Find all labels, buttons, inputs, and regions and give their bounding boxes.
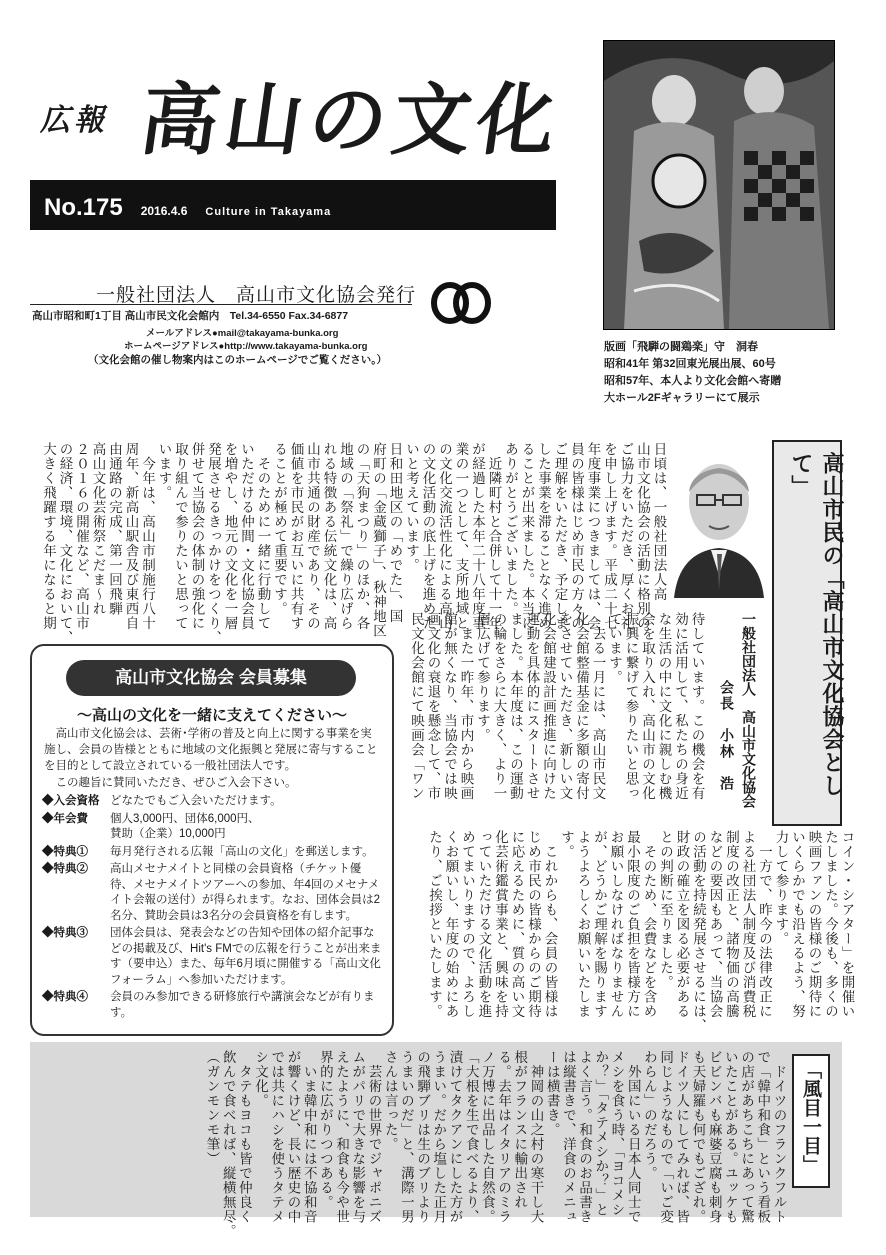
text-column: たしました。今後も、多くの — [822, 830, 838, 1019]
text-column: いま韓中和には不協和音 — [300, 1050, 317, 1224]
text-column: 日和田地区の「めでた」、国 — [386, 442, 403, 624]
text-column: ることが極めて重要です。 — [271, 442, 287, 616]
recruit-title: 高山市文化協会 会員募集 — [66, 660, 356, 696]
recruit-item-text: 毎月発行される広報「高山の文化」を郵送します。 — [110, 845, 374, 858]
text-column: ビビンバも麻婆豆腐も刺身 — [705, 1050, 722, 1224]
text-column: 員の皆様はじめ市民の方々の — [568, 442, 584, 631]
text-column: な生活の中に文化に親しむ機 — [655, 612, 672, 801]
text-column: そのために一緒に行動して — [254, 442, 271, 631]
text-column: いたことがある。ユッケも — [721, 1050, 738, 1224]
text-column: 会を取り入れ、高山市の文化 — [639, 612, 655, 801]
recruit-item-label: ◆特典② — [42, 863, 88, 875]
association-logo-icon — [428, 280, 494, 326]
publisher-line: 一般社団法人 高山市文化協会発行 — [96, 284, 417, 306]
greeting-org: 一般社団法人 高山市文化協会 — [740, 612, 756, 808]
text-column: 最小限度のご負担を皆様方に — [624, 830, 640, 1019]
recruit-item-label: ◆特典④ — [42, 991, 88, 1003]
text-column: 大きく飛躍する年になると期 — [40, 442, 56, 631]
text-column: たり、ご挨拶といたします。 — [426, 830, 442, 1019]
text-column: 価値を市民がお互いに共有す — [287, 442, 304, 631]
recruit-box — [30, 644, 394, 1036]
column-heading: 「風目一目」 — [800, 1060, 822, 1174]
text-column: ました。本年度は、この運動 — [507, 612, 523, 801]
text-column: が、どうかご理解を賜ります — [591, 830, 607, 1019]
text-column: に応えるために、質の高い文 — [508, 830, 525, 1019]
recruit-call: この趣旨に賛同いただき、ぜひご入会下さい。 — [44, 777, 297, 789]
greeting-president: 会長 小林 浩 — [718, 680, 734, 792]
text-column: えたように、和食も今や世 — [333, 1050, 350, 1224]
issue-subtitle: Culture in Takayama — [205, 206, 332, 218]
text-column: 飲んで食べれば、縦横無尽。 — [219, 1050, 236, 1239]
masthead-kouhou: 広報 — [40, 103, 108, 138]
text-column: ドイツのフランクフルト — [770, 1050, 787, 1224]
text-column: 民文化会館にて映画会「ワン — [408, 612, 424, 801]
text-column: ようよろしくお願いいたしま — [574, 830, 591, 1019]
recruit-item-text: どなたでもご入会いただけます。 — [110, 795, 282, 807]
text-column: の飛騨ブリは生のブリより — [414, 1050, 431, 1224]
text-column: 業の一つとして、支所地域と — [452, 442, 469, 631]
text-column: いくらかでも沿えるよう、努 — [789, 830, 805, 1019]
text-column: ありがとうございました。 — [502, 442, 518, 616]
text-column: れる特徴ある伝統文化は、高 — [320, 442, 337, 631]
text-column: これからも、会員の皆様は — [541, 830, 558, 1019]
cover-caption-4: 大ホール2Fギャラリーにて展示 — [604, 392, 760, 404]
text-column: （ガンモンモ筆） — [203, 1050, 220, 1166]
text-column: いただける仲間・文化協会員 — [238, 442, 254, 631]
text-column: 発展させるきっかけをつくり、 — [205, 442, 221, 645]
text-column: 化芸術鑑賞事業と、興味を持 — [492, 830, 508, 1019]
text-column: 根がフランスに輸出され — [511, 1050, 528, 1210]
text-column: 漬けてタクアンにした方が — [446, 1050, 463, 1224]
text-column: の店があちこちにあって驚 — [738, 1050, 755, 1224]
recruit-item-text: 団体会員は、発表会などの告知や団体の紹介記事などの掲載及び、Hit's FMでの広報を行うことが出来ます（要申込）また、毎年6月頃に開催する「高山文化フォーラム」へ参加いただけます。 — [110, 927, 382, 986]
recruit-item-label: ◆入会資格 — [42, 795, 100, 807]
text-column: 同じようなもので「いご変 — [657, 1050, 674, 1224]
text-column: 待しています。この機会を有 — [688, 612, 705, 801]
text-column: 制度の改正と、諸物価の高騰 — [723, 830, 739, 1019]
text-column: うまいのだ」と、溝際一男 — [397, 1050, 414, 1224]
text-column: 併せて当協会の体制の強化に — [188, 442, 205, 631]
text-column: す。 — [558, 830, 574, 859]
text-column: 力して参ります。 — [772, 830, 789, 946]
publisher-note: （文化会館の催し物案内はこのホームページでご覧ください。） — [88, 354, 388, 366]
text-column: 財政の確立を図る必要がある — [673, 830, 690, 1019]
text-column: ドイツ人にしてみれば、皆 — [673, 1050, 690, 1224]
text-column: ノ万博に出品した自然食。 — [478, 1050, 495, 1224]
text-column: か？」「タテメシか？」と — [592, 1050, 609, 1218]
text-column: 層広げて参ります。 — [474, 612, 490, 743]
text-column: っていただける文化活動を進 — [475, 830, 492, 1019]
recruit-items — [42, 794, 384, 1023]
cover-print-image — [603, 40, 835, 330]
masthead-title: 高山の文化 — [134, 75, 568, 166]
text-column: ることが出来ました。本当に — [518, 442, 535, 631]
text-column: は縦書きで、洋食のメニュ — [559, 1050, 576, 1224]
text-column: シ文化。 — [252, 1050, 269, 1108]
text-column: を増やし、地元の文化を一層 — [221, 442, 238, 631]
greeting-heading: 高山市民の「高山市文化協会として」 — [788, 452, 845, 797]
text-column: くお願いし、年度の始めにあ — [442, 830, 459, 1019]
issue-number: No.175 — [44, 194, 123, 221]
text-column: ２０１６の開催など、高山市 — [73, 442, 89, 631]
recruit-item-label: ◆年会費 — [42, 812, 88, 825]
text-column: 去る一月には、高山市民文 — [589, 612, 606, 801]
text-column: 外国にいる日本人同士で — [624, 1050, 641, 1224]
text-column: 映画ファンの皆様のご期待に — [805, 830, 822, 1019]
text-column: をさせていただき、新しい文 — [556, 612, 573, 801]
text-column: 一方で、昨今の法律改正に — [756, 830, 772, 1019]
president-portrait — [669, 440, 769, 598]
publisher-homepage[interactable]: ホームページアドレス●http://www.takayama-bunka.org — [124, 341, 368, 352]
text-column: 府町の「金蔵獅子」、秋神地区 — [370, 442, 386, 639]
text-column: コイン・シアター」を開催い — [838, 830, 855, 1019]
text-column: 画文化の衰退を懸念して、市 — [424, 612, 441, 801]
text-column: で「韓中和食」という看板 — [754, 1050, 771, 1224]
text-column: じめ市民の皆様からのご期待 — [525, 830, 541, 1019]
text-column: の経済、環境、文化において、 — [56, 442, 73, 645]
recruit-item-label: ◆特典① — [42, 845, 88, 858]
text-column: 化会館整備基金に多額の寄付 — [573, 612, 589, 801]
recruit-intro: 高山市文化協会は、芸術･学術の普及と向上に関する事業を実施し、会員の皆様とともに地域の文化振興と発展に寄与することを目的として設立されている一般社団法人です。 — [44, 728, 378, 772]
text-column: の文化交流活性化による高山 — [436, 442, 452, 631]
text-column: も天婦羅も何でもござれ。 — [689, 1050, 706, 1224]
cover-caption-2: 昭和41年 第32回東光展出展、60号 — [604, 358, 776, 370]
text-column: が響くけど、長い歴史の中 — [284, 1050, 301, 1224]
greeting-body-a: 日頃は、一般社団法人高 — [650, 442, 667, 602]
text-column: 効に活用して、私たちの身近 — [672, 612, 688, 801]
text-column: 取り組んで参りたいと思って — [172, 442, 188, 631]
text-column: わらん」のだろう。 — [640, 1050, 657, 1181]
text-column: メシを食う時、「ヨコメシ — [608, 1050, 625, 1218]
text-column: ムがパリで大きな影響を与 — [349, 1050, 366, 1224]
text-column: よく言う。和食のお品書き — [576, 1050, 593, 1224]
text-column: との判断に至りました。 — [657, 830, 673, 990]
recruit-item — [42, 794, 384, 810]
text-column: タテもヨコも皆で仲良く — [235, 1050, 252, 1224]
text-column: の「天狗まつり」のほか、各 — [353, 442, 370, 631]
text-column: お願いしなければなりません — [607, 830, 624, 1019]
recruit-item — [42, 812, 384, 843]
text-column: 周年、新高山駅舎及び東西自 — [122, 442, 139, 631]
recruit-item — [42, 990, 384, 1021]
publisher-address: 高山市昭和町1丁目 高山市民文化会館内 Tel.34-6550 Fax.34-6877 — [32, 310, 349, 322]
text-column: 今年は、高山市制施行八十 — [139, 442, 155, 631]
text-column: めてまいりますので、よろし — [459, 830, 475, 1019]
text-column: した事業を滞ることなく進め — [535, 442, 551, 631]
text-column: また一昨年、市内から映画 — [457, 612, 474, 801]
recruit-item — [42, 862, 384, 924]
text-column: いと考えています。 — [403, 442, 419, 573]
text-column: 界的に広がりつつある。 — [316, 1050, 333, 1210]
text-column: 近隣町村と合併して十一年 — [485, 442, 502, 631]
text-column: 山市共通の財産であり、その — [304, 442, 320, 631]
text-column: います。 — [155, 442, 172, 500]
text-column: うまい。だから塩した正月 — [430, 1050, 447, 1224]
cover-caption-1: 版画「飛騨の闘鶏楽」守 洞春 — [604, 341, 758, 353]
text-column: の活動を持続発展させるには、 — [690, 830, 706, 1033]
text-column: よる社団法人制度及び消費税 — [739, 830, 756, 1019]
text-column: 芸術の世界でジャポニズ — [365, 1050, 382, 1224]
recruit-subtitle: ～高山の文化を一緒に支えてください～ — [76, 707, 347, 724]
text-column: 化会館建設計画推進に向けた — [540, 612, 556, 801]
publisher-mail: メールアドレス●mail@takayama-bunka.org — [146, 328, 339, 339]
issue-date: 2016.4.6 — [140, 204, 188, 218]
recruit-item-text: 高山メセナメイトと同様の会員資格（チケット優待、メセナメイトツアーへの参加、年4回のメセナメイト会報の送付）が得られます。なお、団体会員は2名分、賛助会員は3名分の会員資格を有します。 — [110, 863, 380, 922]
recruit-item-text: 会員のみ参加できる研修旅行や講演会などが有ります。 — [110, 991, 375, 1019]
text-column: ご協力をいただき、厚くお礼 — [617, 442, 634, 631]
recruit-item — [42, 926, 384, 988]
text-column: 「大根を生で食べるより、 — [462, 1050, 479, 1224]
text-column: 運動を具体的にスタートさせ — [523, 612, 540, 801]
text-column: そのため、会費などを含め — [640, 830, 657, 1019]
text-column: 山市文化協会の活動に格別の — [634, 442, 650, 631]
text-column: では共にハシを使うタテメ — [268, 1050, 285, 1224]
text-column: さんは言った。 — [381, 1050, 398, 1152]
text-column: 地域の「祭礼」で繰り広げら — [337, 442, 353, 631]
text-column: 振興に繋げて参りたいと思っ — [622, 612, 639, 801]
text-column: る。去年はイタリアのミラ — [495, 1050, 512, 1224]
recruit-item-label: ◆特典③ — [42, 927, 88, 939]
recruit-item-text: 個人3,000円、団体6,000円、 賛助（企業）10,000円 — [110, 812, 260, 840]
text-column: の輪をさらに大きく、より一 — [490, 612, 507, 801]
publisher-rule — [30, 304, 412, 305]
recruit-item — [42, 845, 384, 861]
text-column: の文化活動の底上げを進めた — [419, 442, 436, 631]
text-column: などの要因もあって、当協会 — [706, 830, 723, 1019]
text-column: ています。 — [606, 612, 622, 685]
text-column: 高山文化芸術祭こだま～れ — [89, 442, 106, 616]
text-column: ーは横書き。 — [543, 1050, 560, 1137]
text-column: が経過した本年二十八年度事 — [469, 442, 485, 631]
text-column: 神岡の山之村の寒干し大 — [527, 1050, 544, 1224]
text-column: ご理解をいただき、予定しま — [551, 442, 568, 631]
cover-caption-3: 昭和57年、本人より文化会館へ寄贈 — [604, 375, 782, 387]
issue-bar — [30, 180, 556, 230]
text-column: 年度事業につきましては、会 — [584, 442, 601, 631]
text-column: を申し上げます。平成二十七 — [601, 442, 617, 631]
text-column: 館が無くなり、当協会では映 — [441, 612, 457, 801]
text-column: 由通路の完成、第一回飛騨 — [106, 442, 122, 616]
